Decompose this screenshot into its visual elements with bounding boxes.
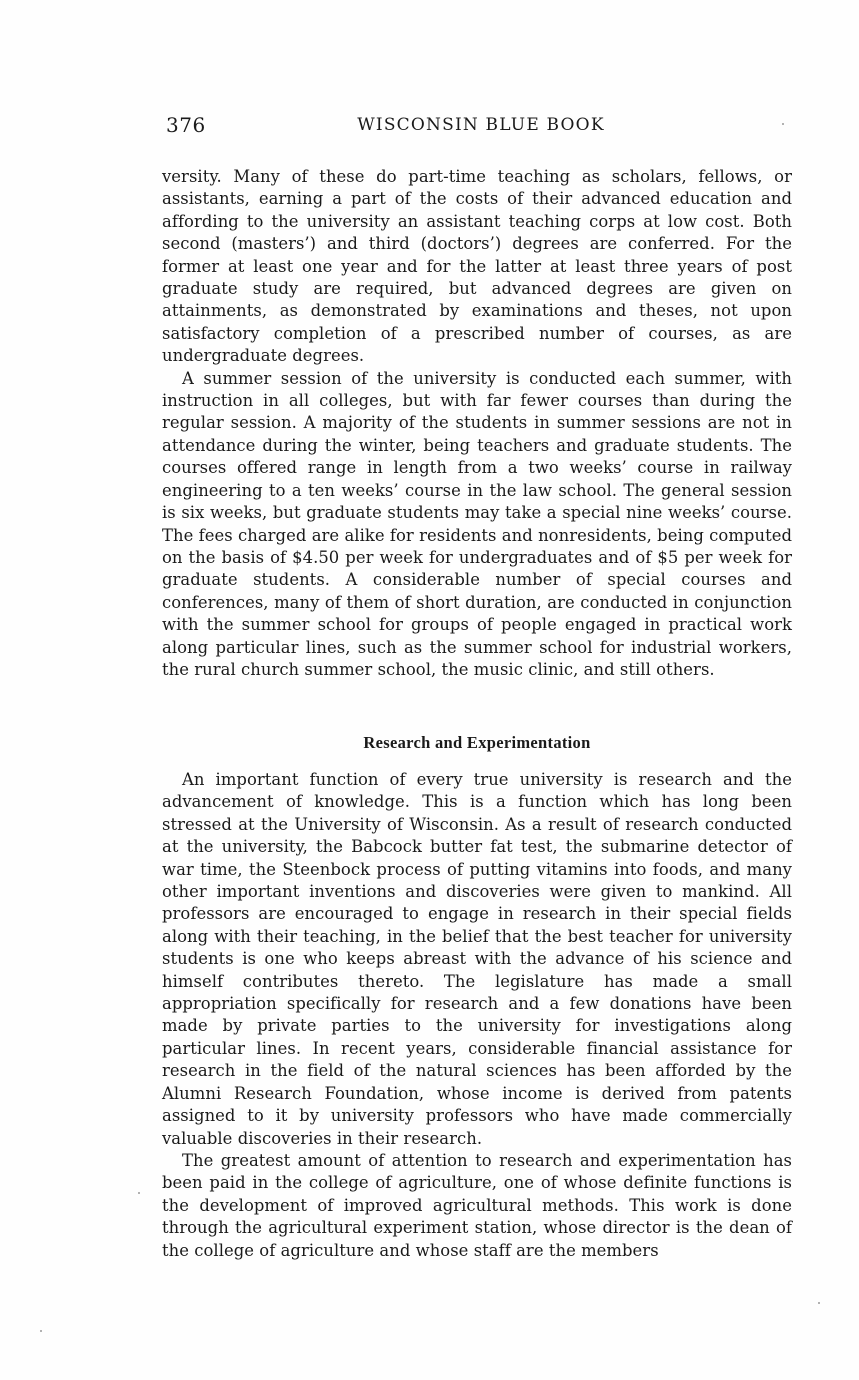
running-title: WISCONSIN BLUE BOOK [357, 115, 605, 135]
page-number: 376 [166, 113, 206, 137]
body-text-lower [162, 769, 792, 1262]
section-heading: Research and Experimentation [363, 733, 591, 752]
paragraph-agricultural-research: The greatest amount of attention to research and experimentation has been paid in the college of agriculture, one of whose definite functions is the development of improved agricultural methods. This work is done through the agricultural experiment station, whose director is the dean of the college of agriculture and whose staff are the members [162, 1150, 792, 1260]
body-text-upper [162, 166, 792, 681]
paragraph-summer-session: A summer session of the university is conducted each summer, with instruction in all colleges, but with far fewer courses than during the regular session. A majority of the students in summer sessions are not in attendance during the winter, being teachers and graduate students. The courses offered range in length from a two weeks’ course in railway engineering to a ten weeks’ course in the law school. The general session is six weeks, but graduate students may take a special nine weeks’ course. The fees charged are alike for residents and nonresidents, being computed on the basis of $4.50 per week for undergraduates and of $5 per week for graduate students. A considerable number of special courses and conferences, many of them of short duration, are conducted in conjunction with the summer school for groups of people engaged in practical work along particular lines, such as the summer school for industrial workers, the rural church summer school, the music clinic, and still others. [162, 368, 792, 679]
scan-speck [40, 1330, 42, 1332]
scan-speck [138, 1192, 140, 1194]
paragraph-research-function: An important function of every true university is research and the advancement of knowledge. This is a function which has long been stressed at the University of Wisconsin. As a result of research conducted at the university, the Babcock butter fat test, the submarine detector of war time, the Steenbock process of putting vitamins into foods, and many other important inventions and discoveries were given to mankind. All professors are encouraged to engage in research in their special fields along with their teaching, in the belief that the best teacher for university students is one who keeps abreast with the advance of his science and himself contributes thereto. The legislature has made a small appropriation specifically for research and a few donations have been made by private parties to the university for investigations along particular lines. In recent years, considerable financial assistance for research in the field of the natural sciences has been afforded by the Alumni Research Foundation, whose income is derived from patents assigned to it by university professors who have made commercially valuable discoveries in their research. [162, 770, 792, 1148]
scan-speck [818, 1302, 820, 1304]
page-header [166, 113, 796, 141]
paragraph-graduate-degrees: versity. Many of these do part-time teaching as scholars, fellows, or assistants, earning a part of the costs of their advanced education and affording to the university an assistant teaching corps at low cost. Both second (masters’) and third (doctors’) degrees are conferred. For the former at least one year and for the latter at least three years of post graduate study are required, but advanced degrees are given on attainments, as demonstrated by examinations and theses, not upon satisfactory completion of a prescribed number of courses, as are undergraduate degrees. [162, 167, 792, 366]
scan-speck [782, 123, 784, 125]
